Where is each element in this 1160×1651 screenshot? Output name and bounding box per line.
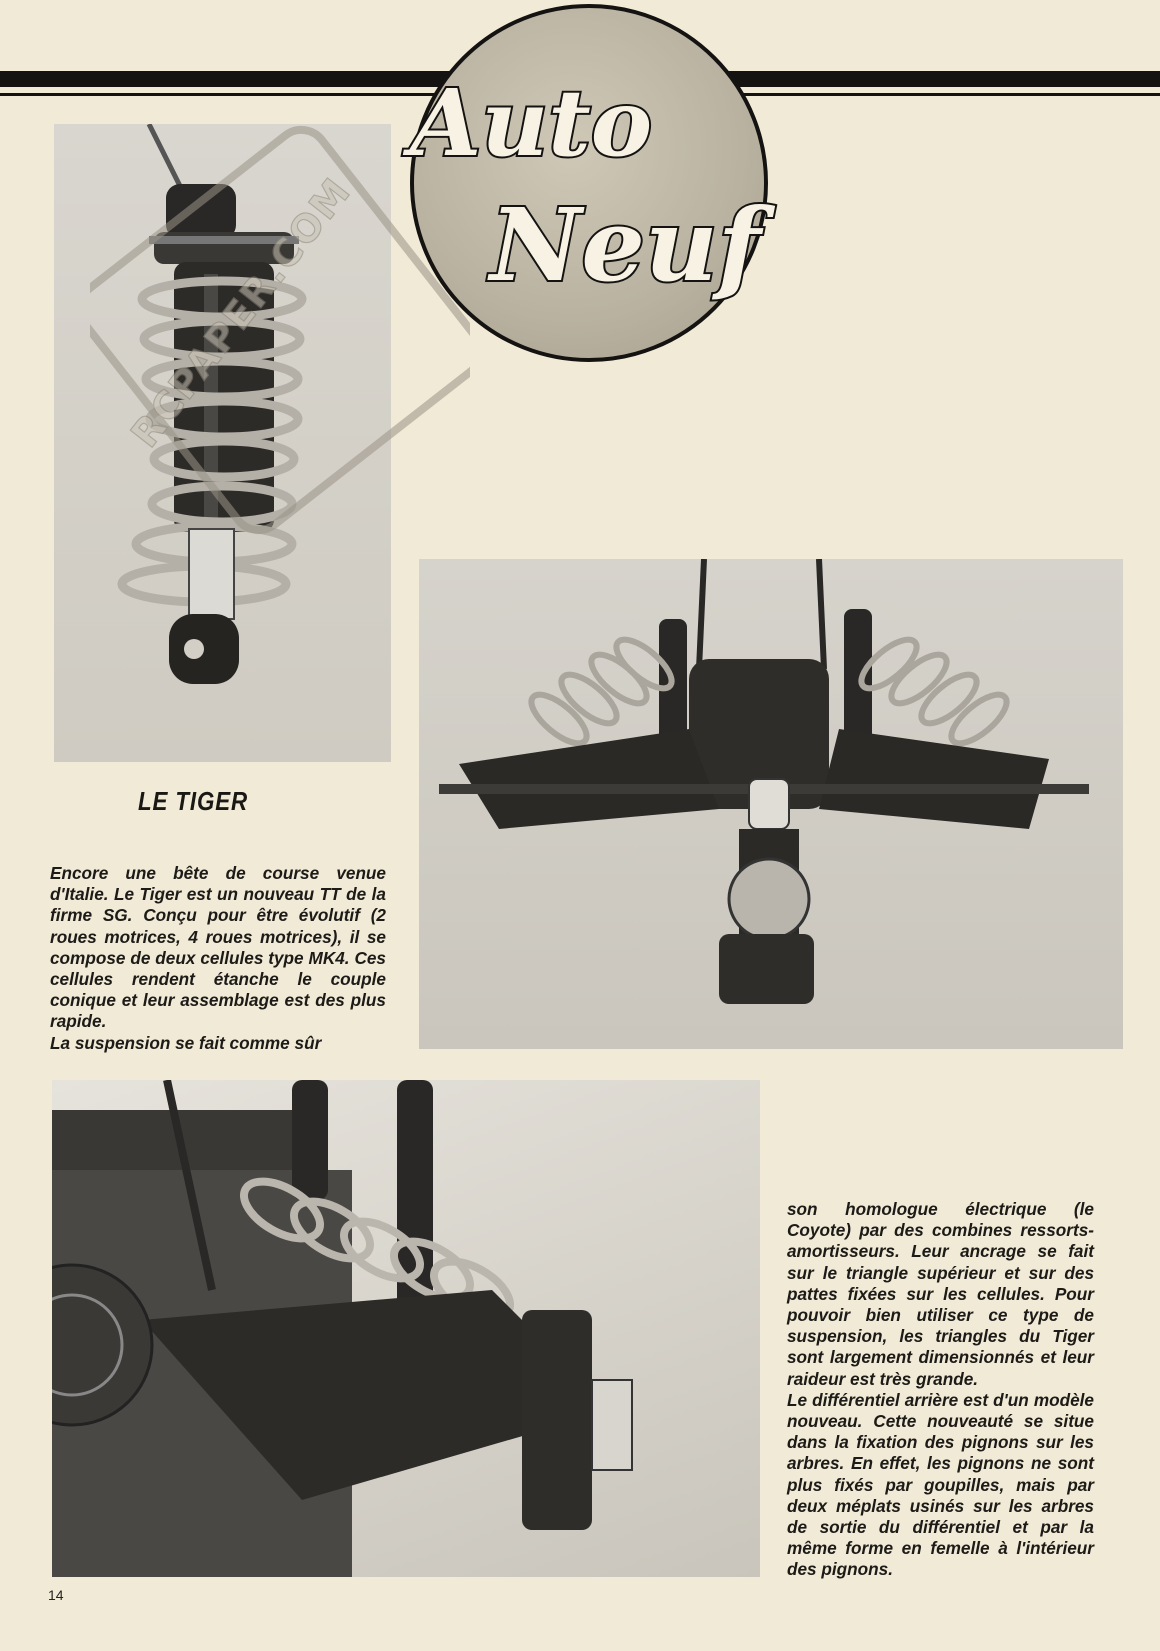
article-paragraph: Encore une bête de course venue d'Italie. Le Tiger est un nouveau TT de la firme SG. Conçu pour être évolutif (2 roues motrices, 4 roues motrices), il se compose de deux cellules type MK4. Ces cellules rendent étanche le couple conique et leur assemblage est des plus rapide.: [50, 863, 386, 1032]
article-headline: LE TIGER: [138, 786, 248, 816]
logo-word-neuf: Neuf: [490, 186, 761, 304]
rear-axle-illustration: [419, 559, 1123, 1049]
logo-word-auto: Auto: [410, 69, 653, 177]
article-column-left: [50, 863, 386, 1054]
watermark-text: RCPAPER.COM: [122, 169, 360, 456]
watermark: [90, 120, 470, 540]
page-number: 14: [48, 1587, 64, 1603]
article-paragraph: La suspension se fait comme sûr: [50, 1032, 322, 1053]
article-paragraph: son homologue électrique (le Coyote) par des combines ressorts-amortisseurs. Leur ancrage se fait sur le triangle supérieur et sur des pattes fixées sur les cellules. Pour pouvoir bien utiliser ce type de suspension, les triangles du Tiger sont largement dimensionnés et leur raideur est très grande.: [787, 1199, 1094, 1389]
photo-suspension-closeup: [52, 1080, 760, 1577]
article-column-right: [787, 1199, 1094, 1581]
article-paragraph: Le différentiel arrière est d'un modèle nouveau. Cette nouveauté se situe dans la fixation des pignons sur les arbres. En effet, les pignons ne sont plus fixés par goupilles, mais par deux méplats usinés sur les arbres de sortie du différentiel et par la même forme en femelle à l'intérieur des pignons.: [787, 1389, 1094, 1580]
suspension-closeup-illustration: [52, 1080, 760, 1577]
photo-rear-axle-assembly: [419, 559, 1123, 1049]
